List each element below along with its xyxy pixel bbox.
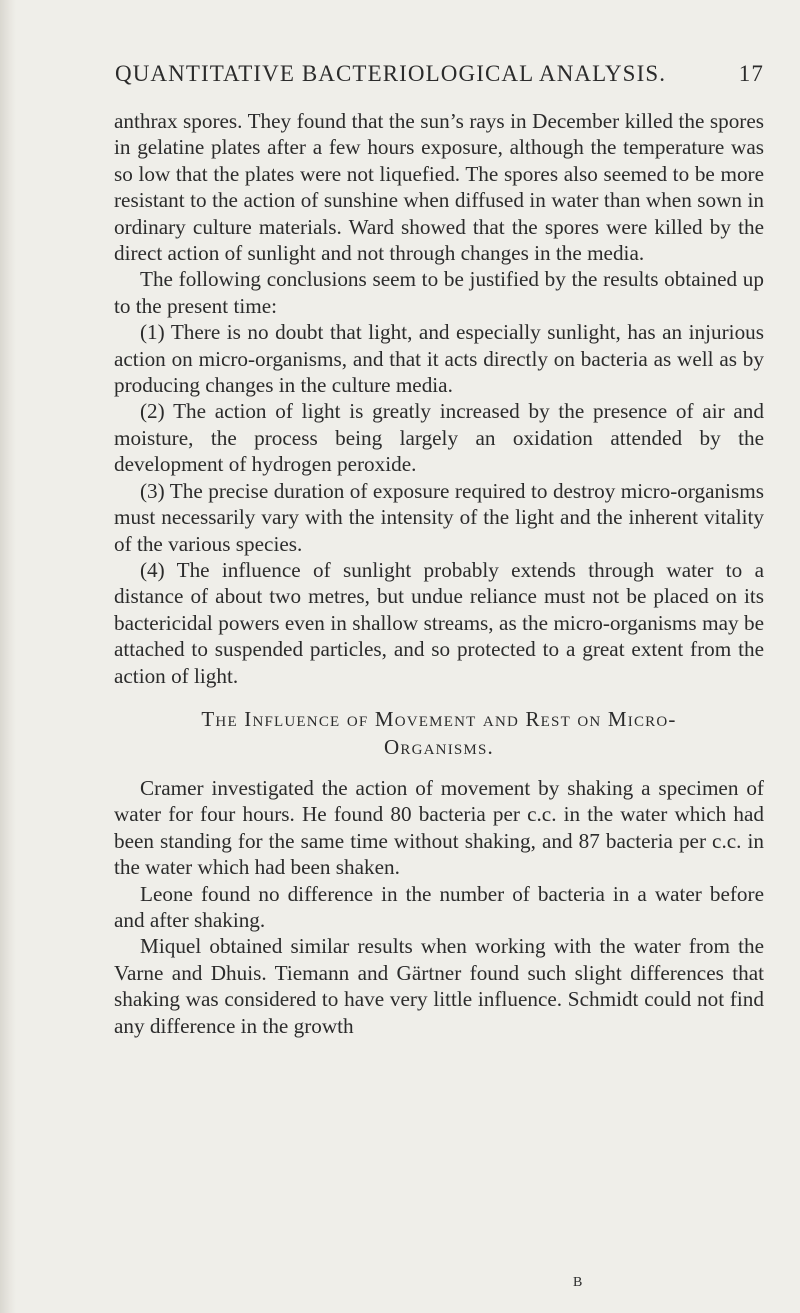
page-number: 17 [738,61,764,86]
page-body [114,108,764,1039]
signature-mark: B [573,1275,583,1290]
paragraph-leone: Leone found no difference in the number of bacteria in a water before and after shaking. [114,881,764,932]
section-heading [114,705,764,761]
section-heading-line-2: Organisms. [384,734,494,759]
paragraph-cramer: Cramer investigated the action of movement by shaking a specimen of water for four hours. He found 80 bacteria per c.c. in the water which had been standing for the same time without shaking, and 87 bacteria per c.c. in the water which had been shaken. [114,775,764,880]
running-head-title: QUANTITATIVE BACTERIOLOGICAL ANALYSIS. [115,61,667,86]
paragraph-conclusion-4: (4) The influence of sunlight probably extends through water to a distance of about two metres, but undue reliance must not be placed on its bactericidal powers even in shallow streams, as the micro-organisms may be attached to suspended particles, and so protected to a great extent from the action of light. [114,557,764,688]
paragraph-miquel: Miquel obtained similar results when working with the water from the Varne and Dhuis. Tiemann and Gärtner found such slight differences that shaking was considered to have very little influence. Schmidt could not find any difference in the growth [114,934,764,1038]
paragraph-conclusion-1: (1) There is no doubt that light, and especially sunlight, has an injurious action on micro-organisms, and that it acts directly on bacteria as well as by producing changes in the culture media. [114,320,764,398]
paragraph-conclusion-3: (3) The precise duration of exposure required to destroy micro-organisms must necessarily vary with the intensity of the light and the inherent vitality of the various species. [114,478,764,556]
section-heading-line-1: The Influence of Movement and Rest on Micro- [201,706,677,731]
page-gutter-shadow [0,0,16,1313]
paragraph-continued: anthrax spores. They found that the sun’s rays in December killed the spores in gelatine plates after a few hours exposure, although the temperature was so low that the plates were not liquefied. The spores also seemed to be more resistant to the action of sunshine when diffused in water than when sown in ordinary culture materials. Ward showed that the spores were killed by the direct action of sunlight and not through changes in the media. [114,109,764,266]
paragraph-conclusions-intro: The following conclusions seem to be justified by the results obtained up to the present time: [114,267,764,318]
paragraph-conclusion-2: (2) The action of light is greatly increased by the presence of air and moisture, the process being largely an oxidation attended by the development of hydrogen peroxide. [114,399,764,477]
